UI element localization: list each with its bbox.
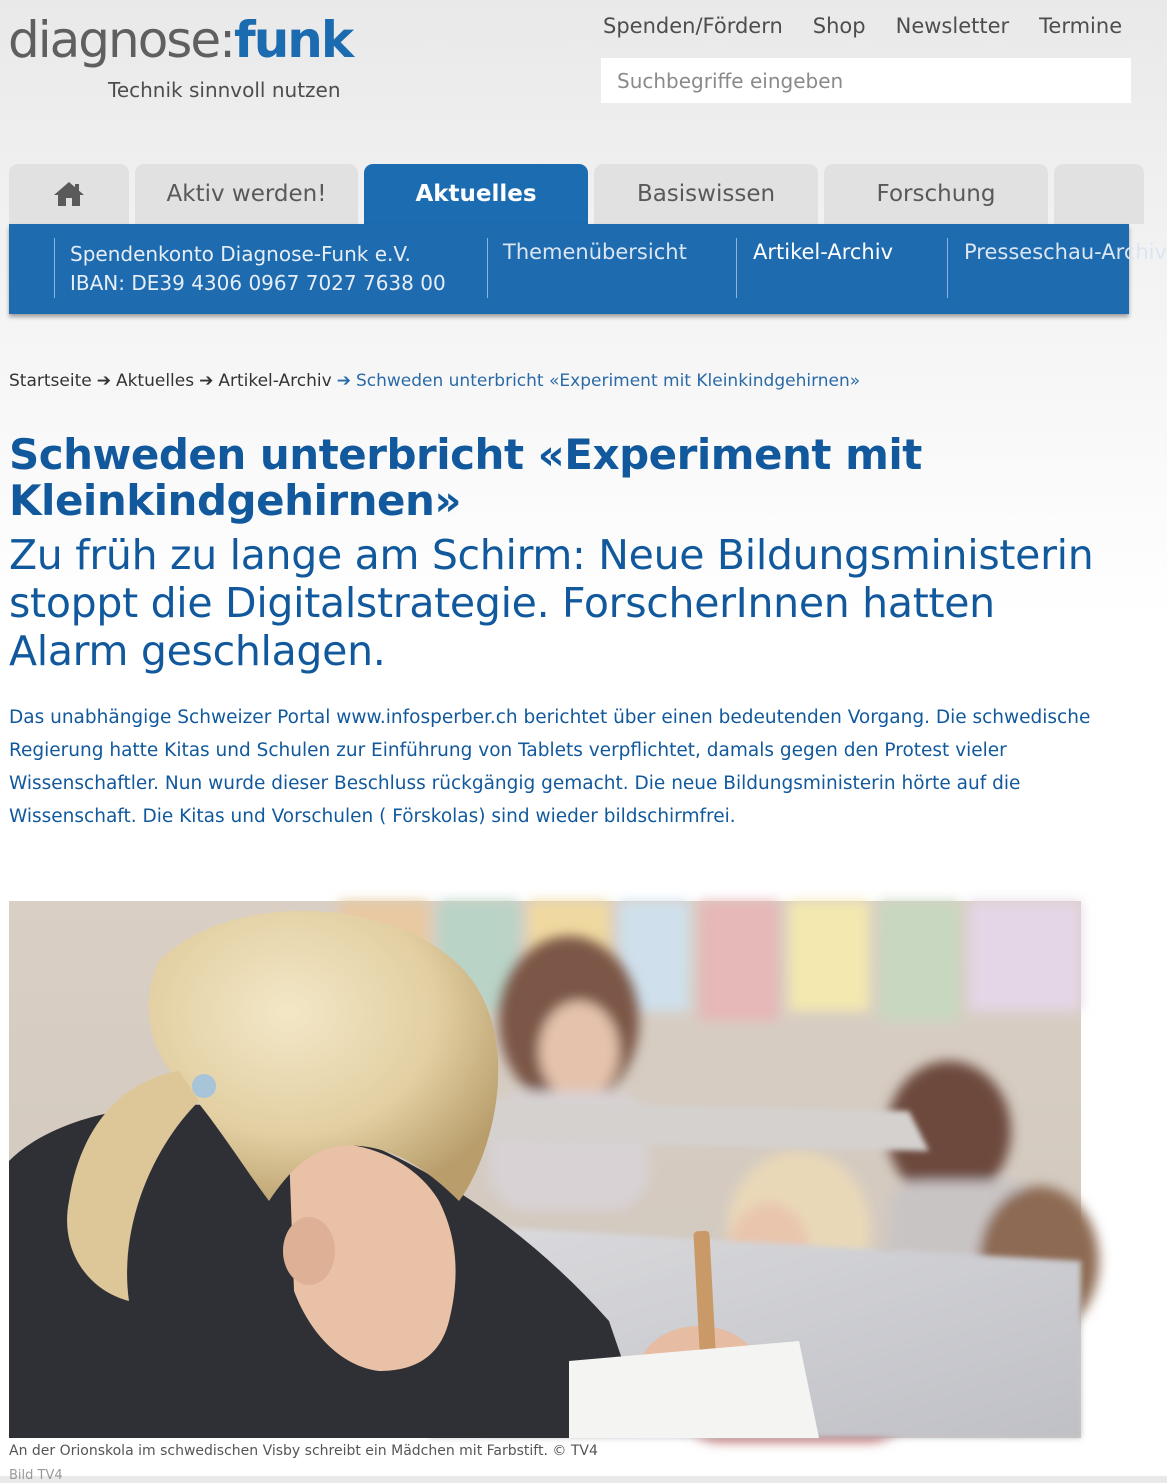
top-links <box>603 14 1122 38</box>
logo-tagline: Technik sinnvoll nutzen <box>108 78 341 102</box>
tab-basiswissen[interactable]: Basiswissen <box>594 164 818 224</box>
article-title: Schweden unterbricht «Experiment mit Kleinkindgehirnen» <box>9 430 922 525</box>
image-caption: An der Orionskola im schwedischen Visby schreibt ein Mädchen mit Farbstift. © TV4 <box>9 1443 598 1459</box>
donation-account-name: Spendenkonto Diagnose-Funk e.V. <box>70 242 411 266</box>
divider <box>947 238 948 298</box>
top-link-newsletter[interactable]: Newsletter <box>895 14 1010 38</box>
classroom-photo <box>9 901 1081 1438</box>
tab-overflow[interactable] <box>1054 164 1144 224</box>
tab-home[interactable] <box>9 164 129 224</box>
breadcrumb-arrow-icon: ➔ <box>96 371 111 391</box>
subnav-item-artikel-archiv[interactable]: Artikel-Archiv <box>753 240 894 264</box>
tab-aktuelles[interactable]: Aktuelles <box>364 164 588 224</box>
subnav-item-themenuebersicht[interactable]: Themenübersicht <box>503 240 687 264</box>
breadcrumb-current: Schweden unterbricht «Experiment mit Kleinkindgehirnen» <box>355 371 861 391</box>
tab-forschung[interactable]: Forschung <box>824 164 1048 224</box>
search-input[interactable] <box>601 58 1131 103</box>
image-credit: Bild TV4 <box>9 1468 63 1483</box>
logo-word-part2: funk <box>233 11 353 69</box>
main-nav-tabs <box>9 164 1119 224</box>
donation-account-iban: IBAN: DE39 4306 0967 7027 7638 00 <box>70 271 446 295</box>
top-link-shop[interactable]: Shop <box>812 14 866 38</box>
article-lead: Das unabhängige Schweizer Portal www.infosperber.ch berichtet über einen bedeutenden Vorgang. Die schwedische Regierung hatte Kitas und Schulen zur Einführung von Tablets verpflichtet, damals gegen den Protest vieler Wissenschaftler. Nun wurde dieser Beschluss rückgängig gemacht. Die neue Bildungsministerin hörte auf die Wissenschaft. Die Kitas und Vorschulen ( Förskolas) sind wieder bildschirmfrei. <box>9 707 1091 827</box>
top-link-termine[interactable]: Termine <box>1039 14 1123 38</box>
divider <box>736 238 737 298</box>
site-logo[interactable] <box>8 12 368 112</box>
tab-aktiv-werden[interactable]: Aktiv werden! <box>135 164 358 224</box>
home-icon <box>53 180 85 208</box>
breadcrumb-aktuelles[interactable]: Aktuelles <box>115 371 195 391</box>
logo-word-part1: diagnose: <box>8 11 234 69</box>
divider <box>54 238 55 298</box>
breadcrumb-artikel-archiv[interactable]: Artikel-Archiv <box>218 371 332 391</box>
article-subtitle: Zu früh zu lange am Schirm: Neue Bildungsministerin stoppt die Digitalstrategie. ForscherInnen hatten Alarm geschlagen. <box>9 531 1094 675</box>
donation-account-info <box>70 240 446 298</box>
breadcrumb-arrow-icon: ➔ <box>199 371 214 391</box>
sub-nav <box>9 224 1167 314</box>
breadcrumb <box>9 371 860 391</box>
breadcrumb-startseite[interactable]: Startseite <box>9 371 92 391</box>
divider <box>487 238 488 298</box>
logo-wordmark <box>8 12 368 68</box>
breadcrumb-arrow-icon: ➔ <box>336 371 351 391</box>
article-image <box>9 901 1081 1438</box>
subnav-item-presseschau-archiv[interactable]: Presseschau-Archiv <box>964 240 1167 264</box>
top-link-spenden[interactable]: Spenden/Fördern <box>603 14 783 38</box>
